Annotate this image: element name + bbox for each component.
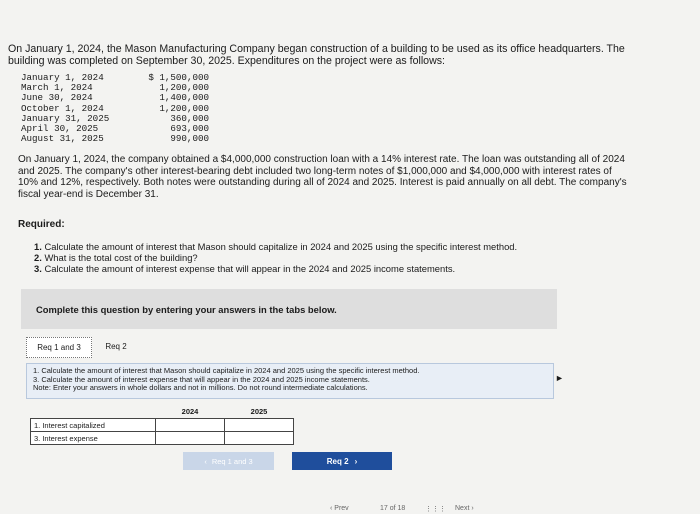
pager-prev[interactable]: ‹ Prev	[330, 505, 349, 512]
expenditure-amount: 1,200,000	[159, 82, 209, 94]
required-heading: Required:	[18, 219, 65, 230]
expenditure-amount: 990,000	[170, 133, 209, 145]
next-tab-label: Req 2	[326, 456, 349, 466]
expenditure-row	[21, 134, 209, 144]
banner-text: Complete this question by entering your answers in the tabs below.	[36, 303, 337, 315]
required-item-text: Calculate the amount of interest that Mason should capitalize in 2024 and 2025 using the specific interest method.	[44, 241, 518, 252]
prev-tab-button[interactable]	[183, 452, 274, 470]
expenditure-date: June 30, 2024	[21, 92, 93, 104]
pager-prev-label: Prev	[334, 505, 349, 512]
chevron-right-icon: ›	[354, 456, 358, 466]
chevron-left-icon: ‹	[204, 456, 207, 466]
required-list	[34, 241, 517, 274]
expenditure-amount: 693,000	[170, 123, 209, 135]
table-header-empty	[31, 405, 156, 419]
interest-capitalized-2024-input[interactable]	[156, 419, 225, 432]
table-row	[31, 419, 294, 432]
expenditure-date: April 30, 2025	[21, 123, 99, 135]
required-item-number: 1.	[34, 241, 42, 252]
grid-icon[interactable]: ⋮⋮⋮	[425, 506, 446, 513]
required-item-number: 3.	[34, 263, 42, 274]
table-row	[31, 432, 294, 445]
loan-description: On January 1, 2024, the company obtained a $4,000,000 construction loan with a 14% interest rate. The loan was outstanding all of 2024 and 2025. The company's other interest-bearing debt included two long-term notes of $1,000,000 and $4,000,000 with interest rates of 10% and 12%, respectively. Both notes were outstanding during all of 2024 and 2025. Interest is paid annually on all debt. The company's fiscal year-end is December 31.	[18, 154, 627, 200]
pager-page-indicator: 17 of 18	[380, 505, 406, 512]
expenditure-amount: $ 1,500,000	[148, 72, 209, 83]
required-item-number: 2.	[34, 252, 42, 263]
required-item	[34, 263, 517, 274]
expenditure-amount: 1,400,000	[159, 92, 209, 104]
table-header-2024: 2024	[181, 407, 199, 416]
required-item	[34, 241, 517, 252]
interest-expense-2024-input[interactable]	[156, 432, 225, 445]
tab-instructions	[26, 363, 554, 399]
required-item-text: What is the total cost of the building?	[44, 252, 198, 263]
expenditure-date: January 31, 2025	[21, 112, 110, 124]
interest-expense-2025-input[interactable]	[225, 432, 294, 445]
instruction-line: 1. Calculate the amount of interest that Mason should capitalize in 2024 and 2025 using the specific interest method.	[33, 366, 420, 375]
expenditure-date: March 1, 2024	[21, 82, 93, 94]
required-item	[34, 252, 517, 263]
expenditure-date: October 1, 2024	[21, 102, 104, 114]
interest-capitalized-2025-input[interactable]	[225, 419, 294, 432]
instruction-line: 3. Calculate the amount of interest expense that will appear in the 2024 and 2025 income statements.	[33, 374, 370, 384]
required-item-text: Calculate the amount of interest expense that will appear in the 2024 and 2025 income statements.	[44, 263, 456, 274]
answer-table	[30, 405, 294, 445]
table-header-row	[31, 405, 294, 419]
instructions-banner	[21, 289, 557, 329]
expenditure-amount: 360,000	[170, 112, 209, 124]
row-label: 3. Interest expense	[31, 432, 156, 445]
pager-next[interactable]: Next ›	[455, 505, 474, 512]
problem-intro: On January 1, 2024, the Mason Manufacturing Company began construction of a building to be used as its office headquarters. The building was completed on September 30, 2025. Expenditures on the project were as follows:	[8, 43, 625, 67]
expenditure-amount: 1,200,000	[159, 102, 209, 114]
expenditure-date: August 31, 2025	[21, 133, 104, 145]
tab-req-2[interactable]: Req 2	[105, 342, 127, 351]
pager-next-label: Next	[455, 505, 470, 512]
instruction-note: Note: Enter your answers in whole dollars and not in millions. Do not round intermediate calculations.	[33, 383, 368, 393]
collapse-chevron-icon[interactable]: ►	[555, 373, 564, 383]
prev-tab-label: Req 1 and 3	[211, 456, 253, 466]
table-header-2025: 2025	[250, 407, 268, 416]
row-label: 1. Interest capitalized	[31, 419, 156, 432]
expenditures-list	[21, 73, 209, 144]
tab-req-1-and-3[interactable]: Req 1 and 3	[26, 337, 92, 358]
next-tab-button[interactable]	[292, 452, 392, 470]
expenditure-date: January 1, 2024	[21, 72, 104, 83]
